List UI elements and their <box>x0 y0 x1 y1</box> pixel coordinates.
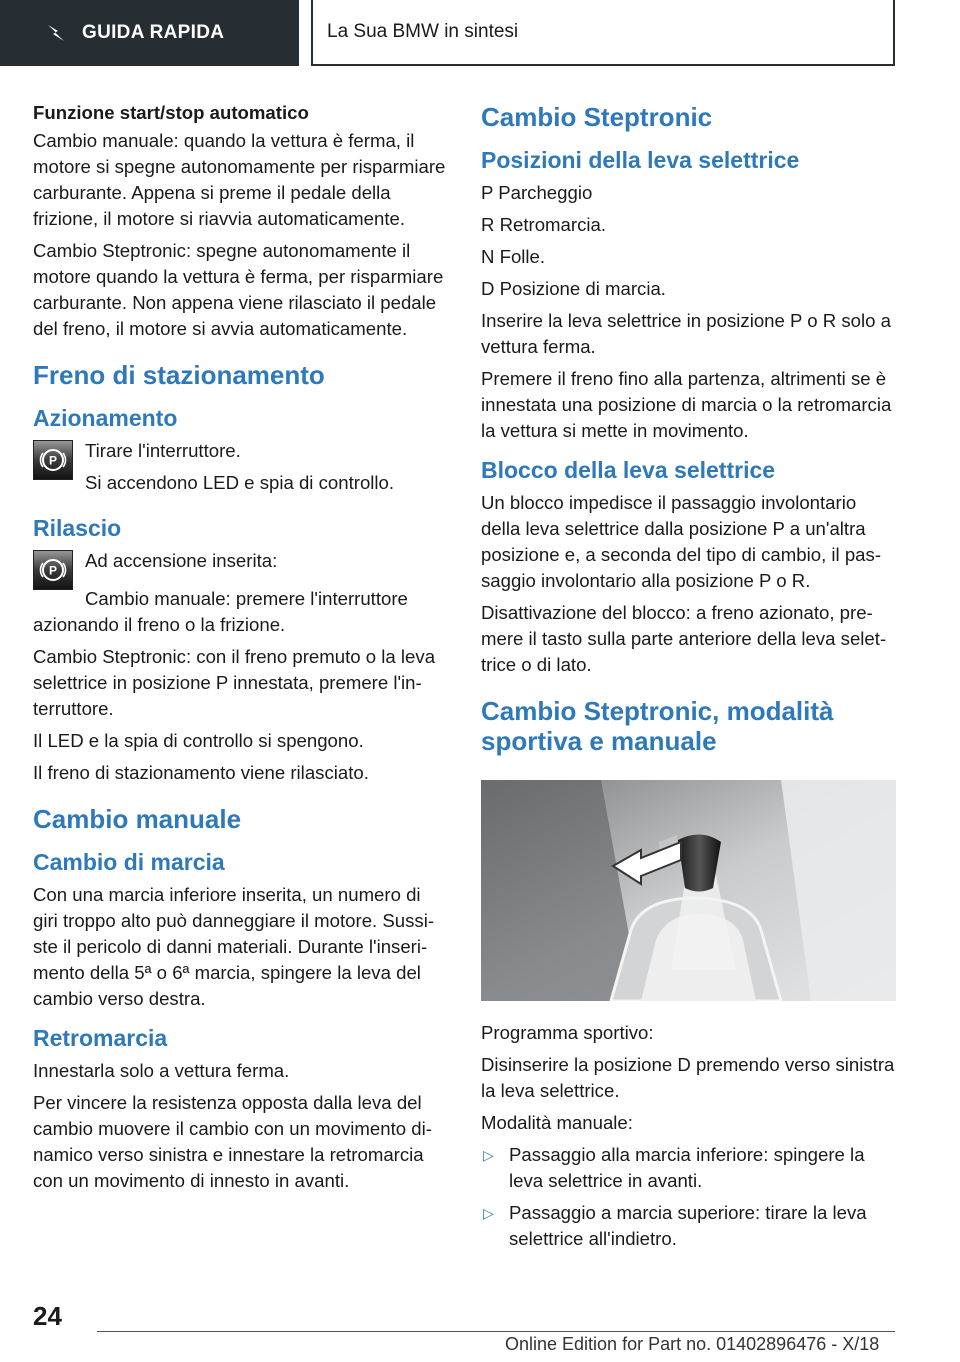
azionamento-line-1: Tirare l'interruttore. <box>85 440 241 461</box>
startstop-paragraph-2: Cambio Steptronic: spegne autonomamente il motore quando la vettura è ferma, per risparmiare carburante. Non appena viene rilasciato il pedale del freno, il motore si avvia automaticamente. <box>33 240 444 339</box>
rilascio-paragraph-4: Il LED e la spia di controllo si spengono. <box>33 730 364 751</box>
azionamento-heading: Azionamento <box>33 405 178 431</box>
parking-brake-heading: Freno di stazionamento <box>33 360 325 390</box>
svg-text:P: P <box>48 563 58 578</box>
posizioni-paragraph-2: Premere il freno fino alla partenza, altrimenti se è innestata una posizione di marcia o la retromarcia la vettura si mette in movimento. <box>481 368 892 441</box>
steptronic-heading: Cambio Steptronic <box>481 102 713 132</box>
section-header-label: La Sua BMW in sintesi <box>327 21 519 42</box>
cambio-marcia-heading: Cambio di marcia <box>33 849 225 875</box>
svg-text:P: P <box>48 453 58 468</box>
retromarcia-paragraph-1: Innestarla solo a vettura ferma. <box>33 1060 290 1081</box>
sport-paragraph-2: Disinserire la posizione D premendo verso sinistra la leva selettrice. <box>481 1054 895 1101</box>
footer-edition: Online Edition for Part no. 01402896476 - X/18 <box>505 1334 880 1354</box>
retromarcia-paragraph-2: Per vincere la resistenza opposta dalla leva del cambio muovere il cambio con un movimento dinamico verso sinistra e innestare la retromarcia con un movimento di innesto in avanti. <box>33 1092 432 1191</box>
rilascio-paragraph-3: Cambio Steptronic: con il freno premuto o la leva selettrice in posizione P innestata, premere l'interruttore. <box>33 646 436 719</box>
rilascio-paragraph-5: Il freno di stazionamento viene rilasciato. <box>33 762 369 783</box>
rilascio-line-2: Cambio manuale: premere l'interruttore azionando il freno o la frizione. <box>33 588 408 635</box>
position-n: N Folle. <box>481 246 546 267</box>
cambio-marcia-paragraph: Con una marcia inferiore inserita, un numero di giri troppo alto può danneggiare il motore. Sussiste il pericolo di danni materiali. Durante l'inserimento della 5ª o 6ª marcia, spingere la leva del cambio verso destra. <box>33 884 435 1009</box>
startstop-title: Funzione start/stop automatico <box>33 102 309 123</box>
rilascio-heading: Rilascio <box>33 515 122 541</box>
lightning-arrow-icon <box>44 21 68 45</box>
gear-selector-photo <box>481 780 896 1001</box>
sport-paragraph-1: Programma sportivo: <box>481 1022 654 1043</box>
blocco-paragraph-1: Un blocco impedisce il passaggio involontario della leva selettrice dalla posizione P a un'altra posizione e, a seconda del tipo di cambio, il passaggio involontario alla posizione P o R. <box>481 492 882 591</box>
header-tab[interactable] <box>0 0 299 66</box>
bullet-triangle-icon: ▷ <box>483 1147 494 1163</box>
list-item <box>481 1142 896 1194</box>
page-number: 24 <box>33 1301 62 1331</box>
manual-gearbox-heading: Cambio manuale <box>33 804 242 834</box>
blocco-paragraph-2: Disattivazione del blocco: a freno azionato, premere il tasto sulla parte anteriore della leva selettrice o di lato. <box>481 602 887 675</box>
list-item-text: Passaggio a marcia superiore: tirare la leva selettrice all'indietro. <box>509 1202 867 1249</box>
retromarcia-heading: Retromarcia <box>33 1025 168 1051</box>
footer-divider <box>97 1331 895 1332</box>
section-header <box>311 0 895 66</box>
rilascio-instructions <box>33 548 448 590</box>
position-p: P Parcheggio <box>481 182 593 203</box>
left-column <box>33 100 448 1200</box>
parking-brake-switch-icon <box>33 440 73 480</box>
azionamento-instructions <box>33 438 448 502</box>
sport-paragraph-3: Modalità manuale: <box>481 1112 633 1133</box>
header-tab-label: GUIDA RAPIDA <box>82 22 225 43</box>
sport-manual-heading: Cambio Steptronic, modalità sportiva e manuale <box>481 696 834 756</box>
startstop-paragraph-1: Cambio manuale: quando la vettura è ferma, il motore si spegne autonomamente per risparmiare carburante. Appena si preme il pedale della frizione, il motore si riavvia automaticamente. <box>33 130 446 229</box>
right-column <box>481 100 896 1258</box>
azionamento-line-2: Si accendono LED e spia di controllo. <box>85 472 395 493</box>
parking-brake-switch-icon <box>33 550 73 590</box>
position-d: D Posizione di marcia. <box>481 278 666 299</box>
bullet-triangle-icon: ▷ <box>483 1205 494 1221</box>
rilascio-line-1: Ad accensione inserita: <box>85 550 278 571</box>
posizioni-heading: Posizioni della leva selettrice <box>481 147 800 173</box>
posizioni-paragraph-1: Inserire la leva selettrice in posizione P o R solo a vettura ferma. <box>481 310 891 357</box>
position-r: R Retromarcia. <box>481 214 607 235</box>
blocco-heading: Blocco della leva selettrice <box>481 457 776 483</box>
list-item <box>481 1200 896 1252</box>
list-item-text: Passaggio alla marcia inferiore: spingere la leva selettrice in avanti. <box>509 1144 865 1191</box>
